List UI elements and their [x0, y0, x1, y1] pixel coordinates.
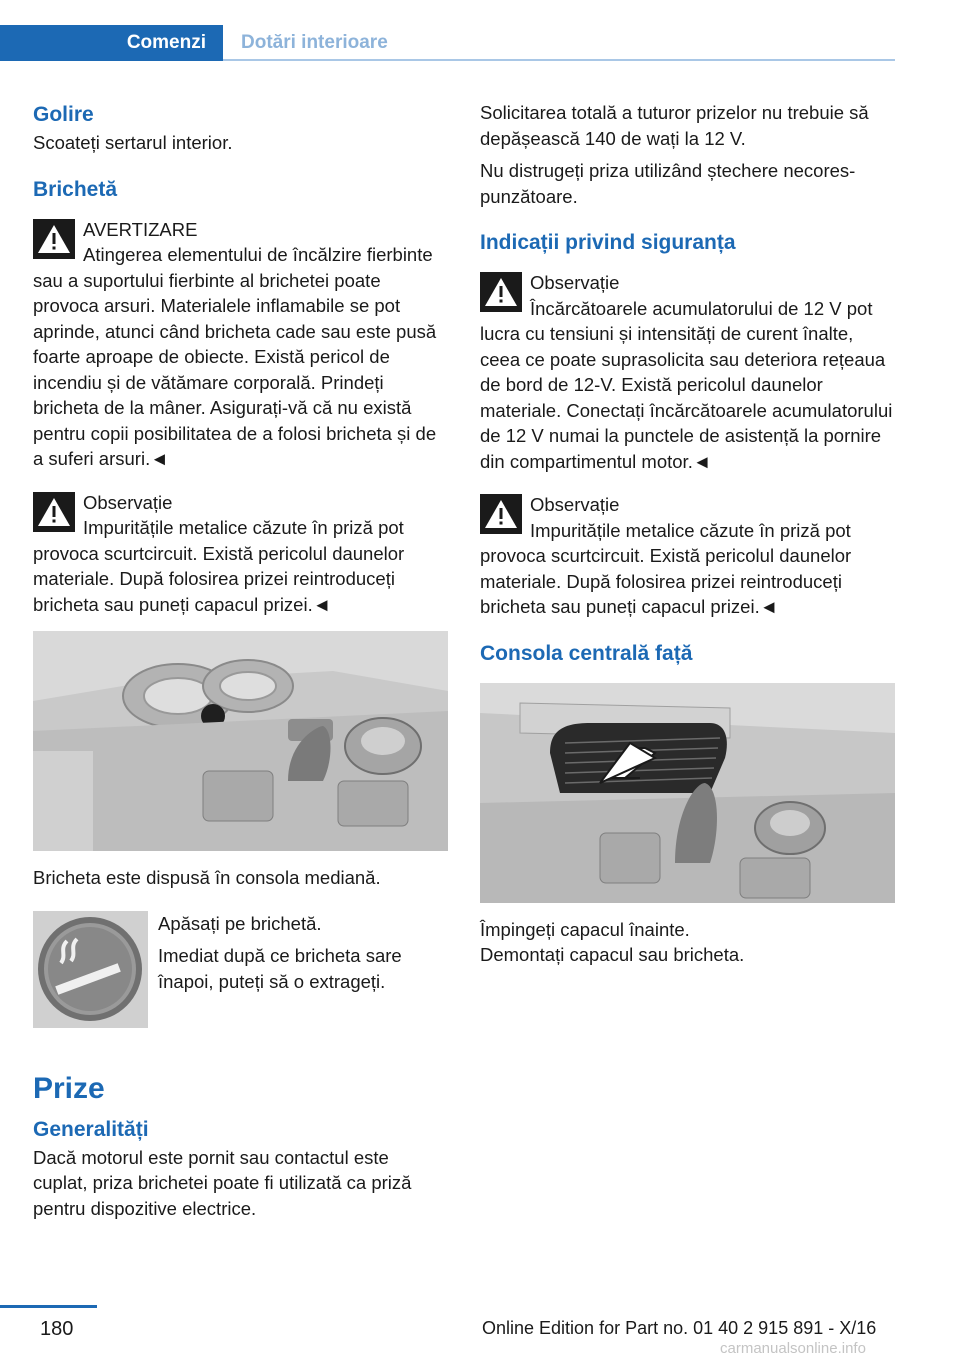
- right-column: [480, 100, 895, 975]
- header-tabbar: [0, 25, 895, 61]
- header-rule: [223, 59, 895, 61]
- tab-dotari-interioare[interactable]: Dotări interioare: [241, 32, 388, 53]
- bricheta-heading: Brichetă: [33, 177, 118, 201]
- warning-triangle-icon: [480, 272, 522, 312]
- note-title: Observație: [530, 272, 620, 293]
- edition-text: Online Edition for Part no. 01 40 2 915 891 - X/16: [482, 1318, 877, 1338]
- center-console-cover-image: [480, 683, 895, 903]
- warning-text: Atingerea elementului de încălzire fierbinte sau a suportului fierbinte al brichetei poate provoca arsuri. Materialele inflamabile se pot aprinde, atunci când bricheta cade sau este pusă foarte aproape de obiecte. Există pericol de incendiu și de vătămare corporală. Prindeți bricheta de la mâner. Asigurați-vă că nu există pentru copii posibilitatea de a folosi bricheta și de a suferi arsuri.◄: [33, 244, 437, 469]
- golire-heading: Golire: [33, 103, 94, 126]
- figure-caption: Bricheta este dispusă în consola mediană.: [33, 867, 381, 888]
- footer-rule: [0, 1305, 97, 1308]
- warning-triangle-icon: [33, 492, 75, 532]
- tab-comenzi[interactable]: Comenzi: [0, 25, 223, 61]
- note-text: Impuritățile metalice căzute în priză pot provoca scurtcircuit. Există pericolul daunelor materiale. După folosirea prizei reintroduceți bricheta sau puneți capacul prizei.◄: [480, 519, 852, 617]
- warning-block: [33, 217, 448, 472]
- warning-title: AVERTIZARE: [83, 218, 198, 240]
- page-number: 180: [40, 1318, 74, 1340]
- generalitati-text: Dacă motorul este pornit sau contactul este cuplat, priza brichetei poate fi utilizată ca priză pentru dispozitive electrice.: [33, 1146, 412, 1219]
- extract-instruction: Imediat după ce bricheta sare înapoi, puteți să o extrageți.: [158, 945, 402, 992]
- push-instruction: Împingeți capacul înainte.: [480, 918, 690, 940]
- lighter-instruction: [33, 911, 448, 1029]
- prize-heading: Prize: [33, 1071, 105, 1105]
- plug-warning-text: Nu distrugeți priza utilizând ștechere necorespunzătoare.: [480, 160, 856, 207]
- note-text: Impuritățile metalice căzute în priză pot provoca scurtcircuit. Există pericolul daunelor materiale. După folosirea prizei reintroduceți bricheta sau puneți capacul prizei.◄: [33, 517, 405, 615]
- remove-instruction: Demontați capacul sau bricheta.: [480, 944, 745, 965]
- note-title: Observație: [530, 494, 620, 515]
- center-console-lighter-image: [33, 631, 448, 851]
- note-title: Observație: [83, 491, 173, 513]
- note-block-3: [480, 492, 895, 620]
- consola-heading: Consola centrală față: [480, 641, 693, 665]
- press-instruction: Apăsați pe brichetă.: [158, 912, 322, 934]
- note-text: Încărcătoarele acumulatorului de 12 V pot lucra cu tensiuni și intensități de curent înalte, ceea ce poate suprasolicita sau deteriora rețeaua de bord de 12-V. Există pericolul daunelor materiale. Conectați încărcătoarele acumulatorului de 12 V numai la punctele de asistență la pornire din compartimentul motor.◄: [480, 297, 893, 472]
- power-limit-text: Solicitarea totală a tuturor prizelor nu trebuie să depășească 140 de wați la 12 V.: [480, 102, 869, 149]
- note-block-1: [33, 490, 448, 618]
- warning-triangle-icon: [480, 494, 522, 534]
- generalitati-heading: Generalități: [33, 1117, 149, 1141]
- note-block-2: [480, 270, 895, 474]
- cigarette-lighter-icon: [33, 911, 148, 1028]
- golire-text: Scoateți sertarul interior.: [33, 132, 233, 153]
- left-column: [33, 100, 448, 1228]
- siguranta-heading: Indicații privind siguranța: [480, 231, 736, 254]
- warning-triangle-icon: [33, 219, 75, 259]
- watermark: carmanualsonline.info: [720, 1340, 866, 1357]
